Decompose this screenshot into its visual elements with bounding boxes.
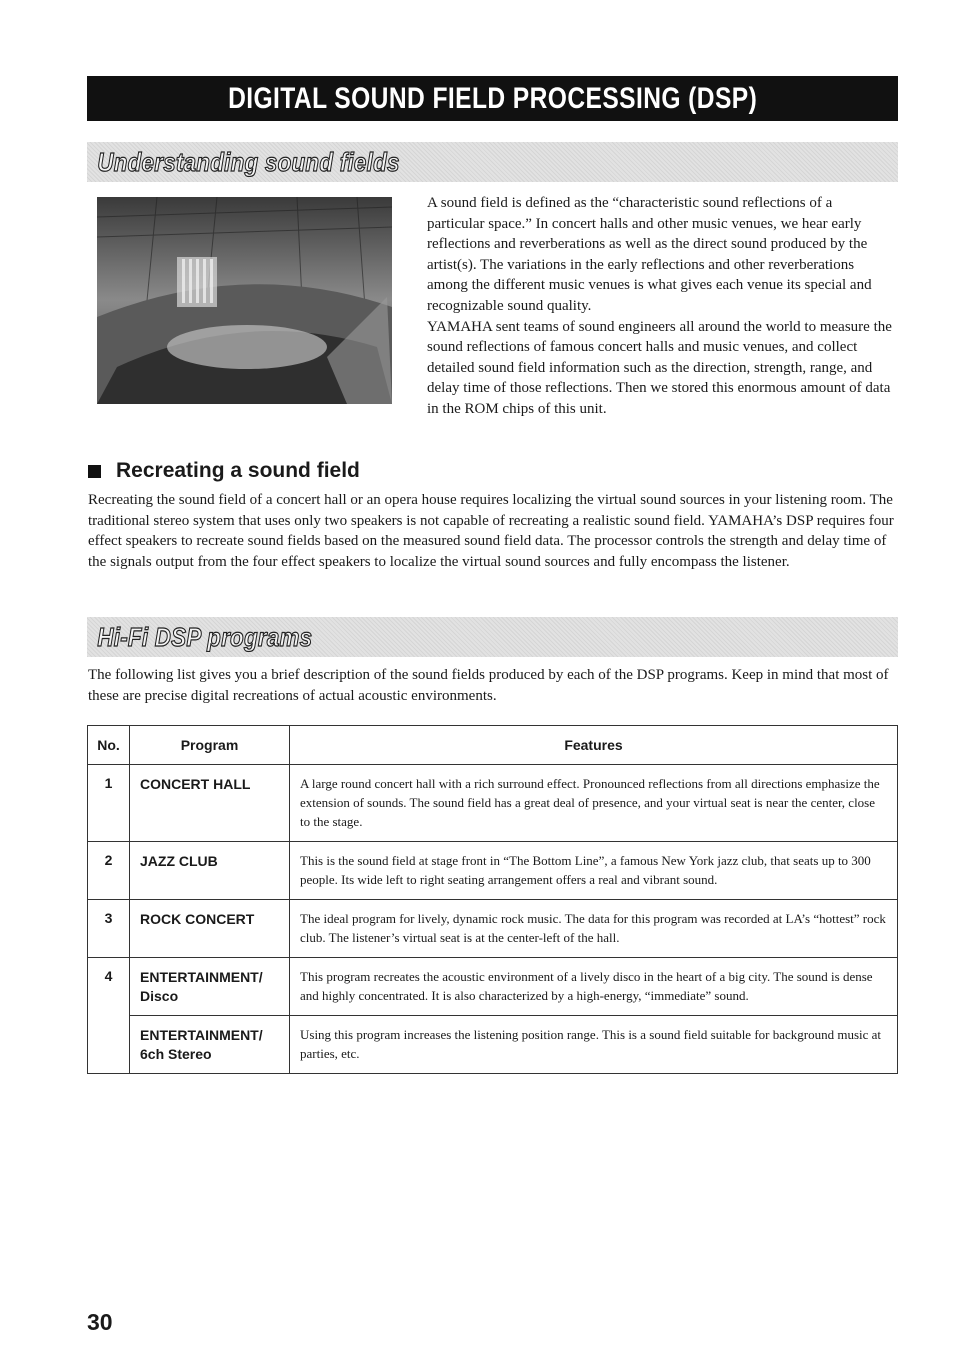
section-header-hifi: [87, 617, 898, 657]
row-program: JAZZ CLUB: [130, 842, 290, 900]
page-title: DIGITAL SOUND FIELD PROCESSING (DSP): [227, 81, 758, 115]
intro-text-1: A sound field is defined as the “characteristic sound reflections of a particular space.” In concert halls and other music venues, we hear early reflections and reverberations as well as the direct sound produced by the artist(s). The variations in the early reflections and other reverberations among the different music venues is what gives each venue its special and recognizable sound quality.: [427, 195, 872, 314]
row-features: The ideal program for lively, dynamic rock music. The data for this program was recorded at LA’s “hottest” rock club. The listener’s virtual seat is at the center-left of the hall.: [290, 900, 898, 958]
subsection-title: Recreating a sound field: [116, 459, 360, 482]
page-number: 30: [87, 1309, 113, 1335]
table-row: [88, 765, 898, 842]
table-row: [88, 1016, 898, 1074]
row-features: Using this program increases the listening position range. This is a sound field suitable for background music at parties, etc.: [290, 1016, 898, 1074]
dsp-program-table: [87, 725, 898, 1074]
header-features: Features: [290, 726, 898, 765]
row-no: 2: [88, 842, 130, 900]
row-no: [88, 1016, 130, 1074]
row-features: This program recreates the acoustic environment of a lively disco in the heart of a big city. The sound is dense and highly concentrated. It is also characterized by a high-energy, “immediate” sound.: [290, 958, 898, 1016]
header-program: Program: [130, 726, 290, 765]
intro-paragraph: [427, 193, 893, 420]
header-no: No.: [88, 726, 130, 765]
row-program: ENTERTAINMENT/ Disco: [130, 958, 290, 1016]
row-program: ENTERTAINMENT/ 6ch Stereo: [130, 1016, 290, 1074]
row-no: 3: [88, 900, 130, 958]
row-program: ROCK CONCERT: [130, 900, 290, 958]
concert-hall-illustration: [97, 197, 392, 404]
row-features: This is the sound field at stage front in “The Bottom Line”, a famous New York jazz club, that seats up to 300 people. Its wide left to right seating arrangement offers a real and vibrant sound.: [290, 842, 898, 900]
table-row: [88, 900, 898, 958]
hifi-intro-paragraph: The following list gives you a brief description of the sound fields produced by each of the DSP programs. Keep in mind that most of these are precise digital recreations of actual acoustic environments.: [88, 667, 889, 704]
row-no: 4: [88, 958, 130, 1016]
section-title: Understanding sound fields: [97, 146, 400, 177]
section-title: Hi-Fi DSP programs: [97, 621, 313, 652]
recreating-paragraph: Recreating the sound field of a concert hall or an opera house requires localizing the virtual sound sources in your listening room. The traditional stereo system that uses only two speakers is not capable of recreating a realistic sound field. YAMAHA’s DSP requires four effect speakers to recreate sound fields based on the measured sound field data. The processor controls the strength and delay time of the signals output from the four effect speakers to localize the virtual sound sources and fully encompass the listener.: [88, 492, 894, 570]
square-bullet-icon: [88, 465, 101, 478]
row-program: CONCERT HALL: [130, 765, 290, 842]
table-row: [88, 842, 898, 900]
intro-text-2: YAMAHA sent teams of sound engineers all around the world to measure the sound reflections of famous concert halls and music venues, and collect detailed sound field information such as the direction, strength, range, and delay time of those reflections. Then we stored this enormous amount of data in the ROM chips of this unit.: [427, 318, 892, 417]
page-title-bar: [87, 76, 898, 121]
subsection-heading: [88, 459, 360, 483]
table-row: [88, 958, 898, 1016]
section-header-understanding: [87, 142, 898, 182]
row-features: A large round concert hall with a rich surround effect. Pronounced reflections from all directions emphasize the extension of sounds. The sound field has a great deal of presence, and your virtual seat is near the center, close to the stage.: [290, 765, 898, 842]
row-no: 1: [88, 765, 130, 842]
table-header-row: [88, 726, 898, 765]
concert-hall-photo: [97, 197, 392, 404]
